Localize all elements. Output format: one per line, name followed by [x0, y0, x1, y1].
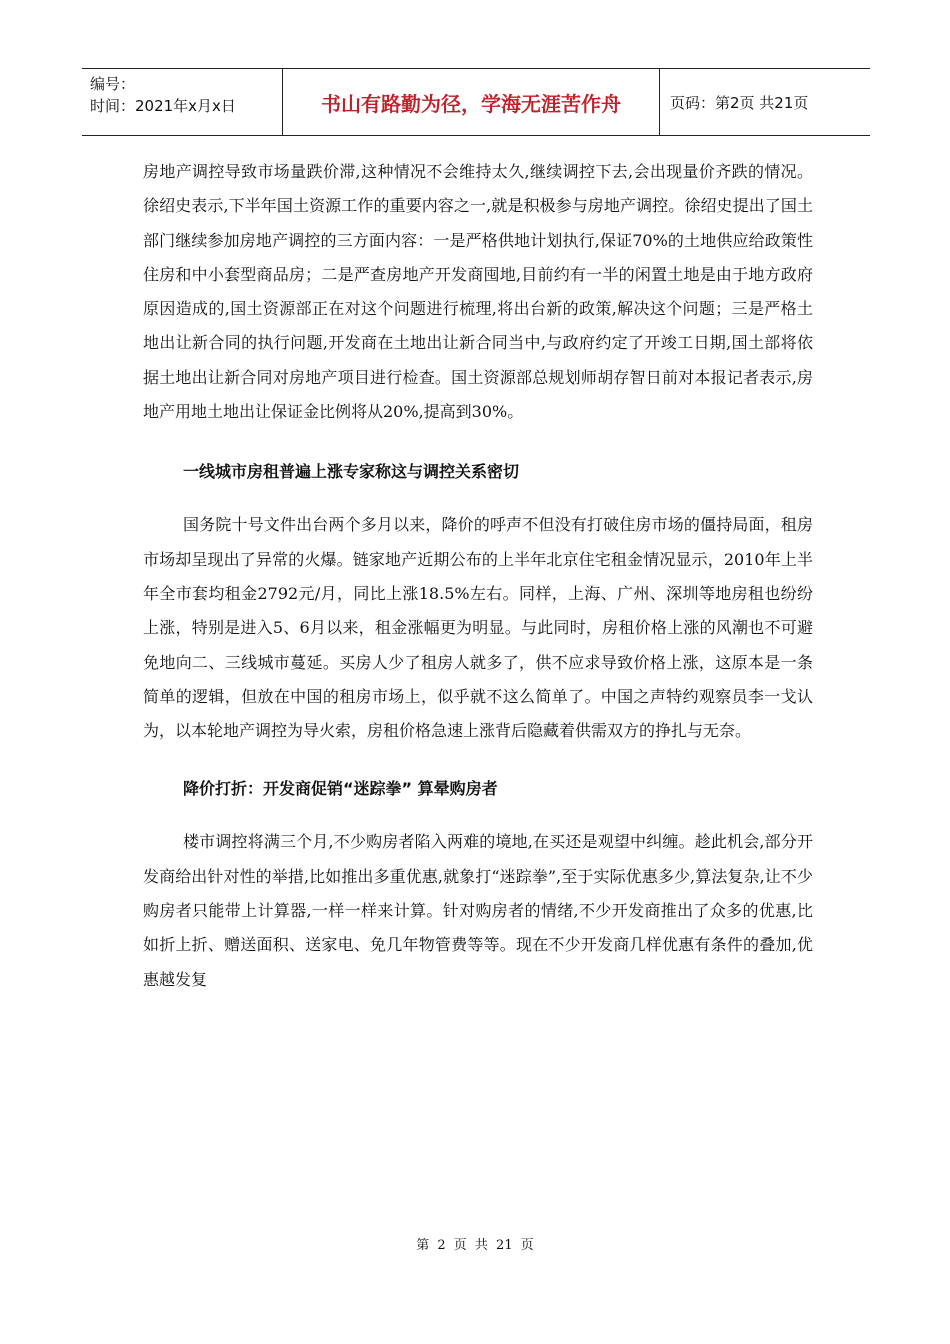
time-label: 时间：2021年x月x日 — [90, 97, 236, 115]
page-header — [82, 68, 870, 136]
number-label: 编号： — [90, 75, 136, 93]
header-motto: 书山有路勤为径，学海无涯苦作舟 — [282, 69, 660, 135]
paragraph-1: 房地产调控导致市场量跌价滞,这种情况不会维持太久,继续调控下去,会出现量价齐跌的情况。徐绍史表示,下半年国土资源工作的重要内容之一,就是积极参与房地产调控。徐绍史提出了国土部门继续参加房地产调控的三方面内容：一是严格供地计划执行,保证70%的土地供应给政策性住房和中小套型商品房；二是严查房地产开发商囤地,目前约有一半的闲置土地是由于地方政府原因造成的,国土资源部正在对这个问题进行梳理,将出台新的政策,解决这个问题；三是严格土地出让新合同的执行问题,开发商在土地出让新合同当中,与政府约定了开竣工日期,国土部将依据土地出让新合同对房地产项目进行检查。国土资源部总规划师胡存智日前对本报记者表示,房地产用地土地出让保证金比例将从20%,提高到30%。 — [143, 162, 813, 422]
header-page-info: 页码：第2页 共21页 — [670, 93, 809, 112]
document-body — [143, 155, 813, 997]
paragraph-3: 楼市调控将满三个月,不少购房者陷入两难的境地,在买还是观望中纠缠。趁此机会,部分开发商给出针对性的举措,比如推出多重优惠,就象打“迷踪拳”,至于实际优惠多少,算法复杂,让不少购房者只能带上计算器,一样一样来计算。针对购房者的情绪,不少开发商推出了众多的优惠,比如折上折、赠送面积、送家电、免几年物管费等等。现在不少开发商几样优惠有条件的叠加,优惠越发复 — [143, 832, 813, 989]
header-meta — [82, 69, 282, 135]
paragraph-2: 国务院十号文件出台两个多月以来，降价的呼声不但没有打破住房市场的僵持局面，租房市场却呈现出了异常的火爆。链家地产近期公布的上半年北京住宅租金情况显示，2010年上半年全市套均租金2792元/月，同比上涨18.5%左右。同样，上海、广州、深圳等地房租也纷纷上涨，特别是进入5、6月以来，租金涨幅更为明显。与此同时，房租价格上涨的风潮也不可避免地向二、三线城市蔓延。买房人少了租房人就多了，供不应求导致价格上涨，这原本是一条简单的逻辑，但放在中国的租房市场上，似乎就不这么简单了。中国之声特约观察员李一戈认为，以本轮地产调控为导火索，房租价格急速上涨背后隐藏着供需双方的挣扎与无奈。 — [143, 515, 813, 741]
section-heading-discount: 降价打折：开发商促销“迷踪拳” 算晕购房者 — [183, 779, 498, 799]
page-footer: 第 2 页 共 21 页 — [416, 1238, 534, 1253]
section-heading-rent: 一线城市房租普遍上涨专家称这与调控关系密切 — [183, 462, 520, 482]
